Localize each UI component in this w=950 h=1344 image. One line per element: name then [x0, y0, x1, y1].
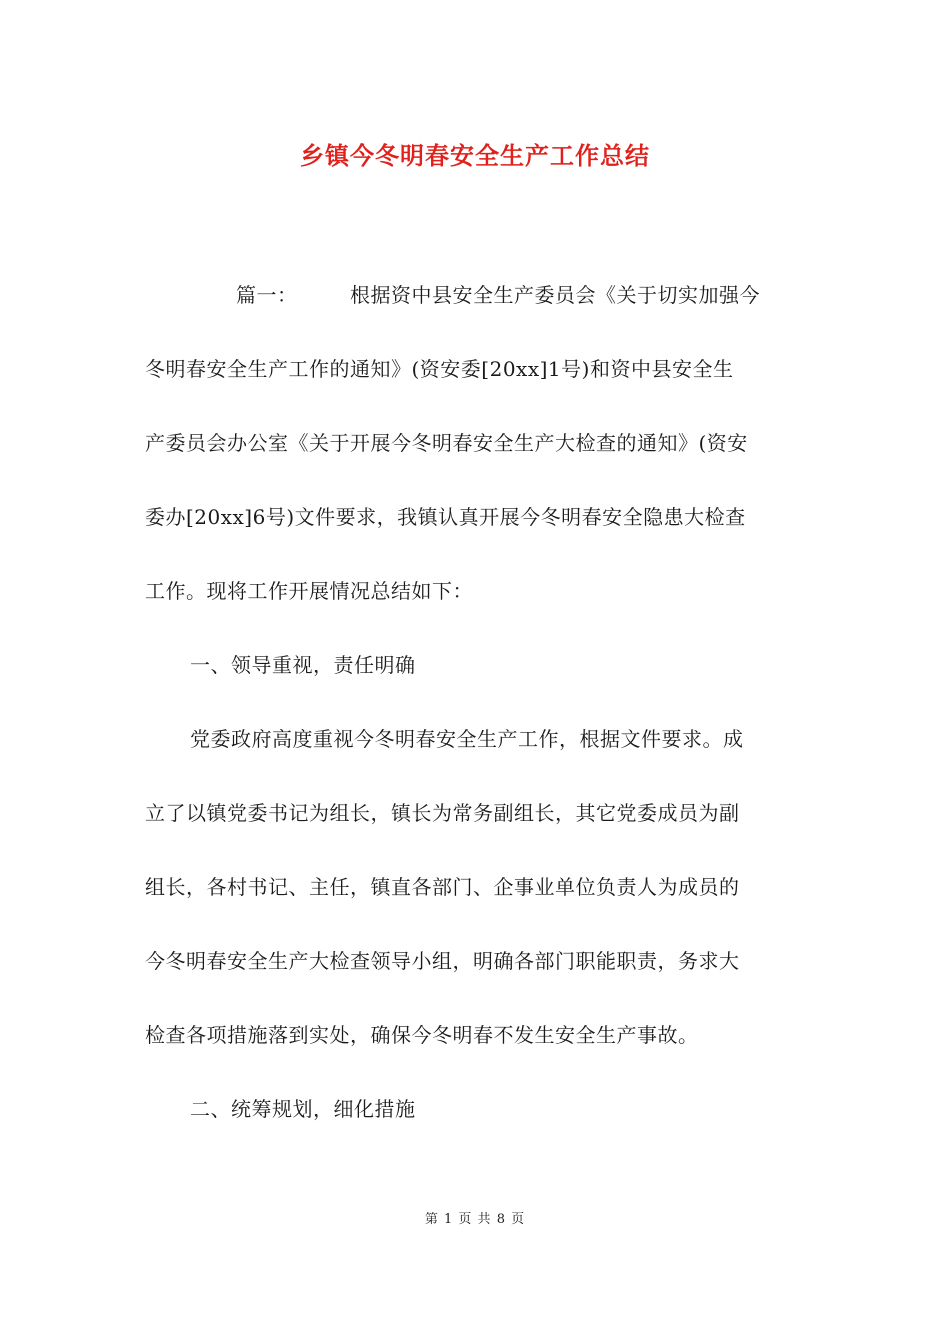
paragraph1-line: 工作。现将工作开展情况总结如下：	[145, 579, 473, 603]
paragraph2-line: 今冬明春安全生产大检查领导小组，明确各部门职能职责，务求大	[145, 949, 740, 973]
section-heading-1: 一、领导重视，责任明确	[190, 653, 416, 677]
document-title: 乡镇今冬明春安全生产工作总结	[300, 142, 650, 170]
section-heading-2: 二、统筹规划，细化措施	[190, 1097, 416, 1121]
paragraph2-line: 组长，各村书记、主任，镇直各部门、企事业单位负责人为成员的	[145, 875, 740, 899]
paragraph2-line: 检查各项措施落到实处，确保今冬明春不发生安全生产事故。	[145, 1023, 699, 1047]
intro-label: 篇一：	[236, 283, 298, 307]
paragraph2-line: 党委政府高度重视今冬明春安全生产工作，根据文件要求。成	[190, 727, 744, 751]
paragraph1-line: 冬明春安全生产工作的通知》(资安委[20xx]1号)和资中县安全生	[145, 357, 734, 381]
intro-first-line: 根据资中县安全生产委员会《关于切实加强今	[350, 283, 760, 307]
paragraph2-line: 立了以镇党委书记为组长，镇长为常务副组长，其它党委成员为副	[145, 801, 740, 825]
paragraph1-line: 委办[20xx]6号)文件要求，我镇认真开展今冬明春安全隐患大检查	[145, 505, 746, 529]
paragraph1-line: 产委员会办公室《关于开展今冬明春安全生产大检查的通知》(资安	[145, 431, 748, 455]
page-footer: 第 1 页 共 8 页	[424, 1212, 526, 1227]
